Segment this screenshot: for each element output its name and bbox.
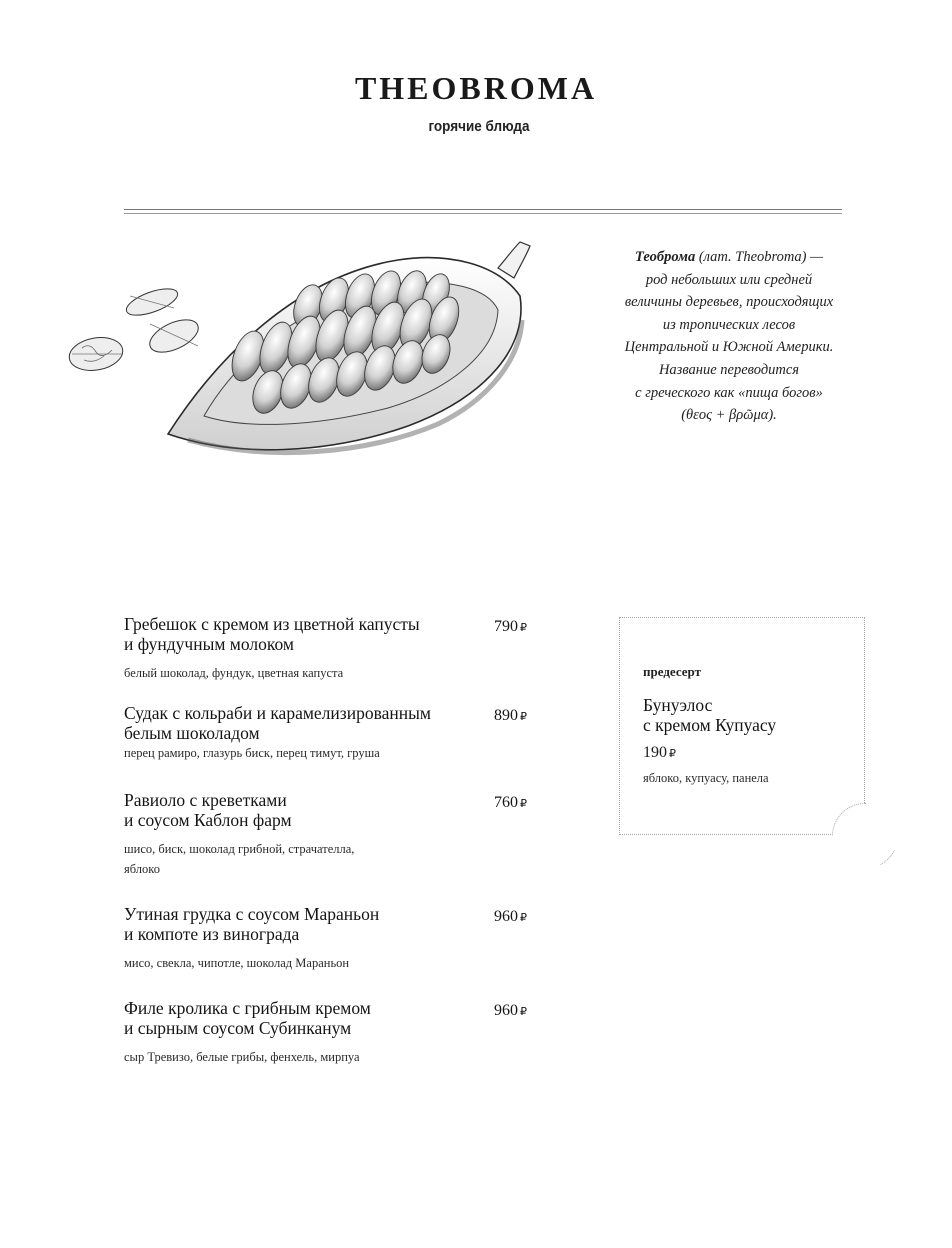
dish-description: мисо, свекла, чипотле, шоколад Мараньон	[124, 956, 350, 970]
theobroma-description	[600, 246, 858, 427]
loose-bean-icon	[68, 283, 203, 374]
dish-price: 760 ₽	[494, 794, 527, 811]
cacao-pod-icon	[68, 236, 546, 468]
ruble-sign: ₽	[520, 912, 527, 924]
about-line: Центральной и Южной Америки.	[624, 339, 834, 356]
about-line: с греческого как «пища богов»	[635, 384, 823, 401]
dish-name: Равиоло с креветками и соусом Каблон фарм	[124, 790, 292, 830]
dish-item	[124, 904, 544, 973]
dish-description: шисо, биск, шоколад грибной, страчателла, яблоко	[124, 842, 355, 876]
dish-name: Гребешок с кремом из цветной капусты и фундучным молоком	[124, 614, 420, 654]
dish-item	[124, 790, 544, 879]
dish-description: белый шоколад, фундук, цветная капуста	[124, 666, 344, 680]
about-line: (θεος + βρῶμα).	[681, 407, 777, 424]
ruble-sign: ₽	[520, 622, 527, 634]
about-line: из тропических лесов	[662, 316, 796, 333]
ruble-sign: ₽	[520, 711, 527, 723]
predessert-description: яблоко, купуасу, панела	[643, 771, 769, 785]
about-line: величины деревьев, происходящих	[624, 294, 834, 311]
ruble-sign: ₽	[520, 1006, 527, 1018]
dish-name: Судак с кольраби и карамелизированным белым шоколадом	[124, 703, 431, 743]
dish-price: 790 ₽	[494, 618, 527, 635]
dish-price: 890 ₽	[494, 707, 527, 724]
dish-item	[124, 614, 544, 683]
dish-name: Филе кролика с грибным кремом и сырным соусом Субинканум	[124, 998, 371, 1038]
about-term: Теоброма	[635, 249, 696, 265]
dish-description: перец рамиро, глазурь биск, перец тимут, груша	[124, 746, 380, 760]
ruble-sign: ₽	[520, 798, 527, 810]
restaurant-name: THEOBROMA	[354, 70, 598, 106]
dish-description: сыр Тревизо, белые грибы, фенхель, мирпуа	[124, 1050, 360, 1064]
dish-name: Утиная грудка с соусом Мараньон и компоте из винограда	[124, 904, 380, 944]
dish-price: 960 ₽	[494, 1002, 527, 1019]
about-line: (лат. Theobroma) —	[695, 249, 823, 265]
ruble-sign: ₽	[669, 748, 676, 760]
predessert-name: Бунуэлос с кремом Купуасу	[643, 695, 777, 735]
predessert-label: предесерт	[643, 664, 701, 679]
menu-section-title: горячие блюда	[428, 118, 530, 135]
dish-item	[124, 998, 544, 1067]
dish-item	[124, 703, 544, 763]
divider-line	[124, 213, 842, 214]
dish-price: 960 ₽	[494, 908, 527, 925]
about-line: Название переводится	[658, 361, 800, 378]
predessert-price: 190 ₽	[643, 744, 676, 761]
about-line: род небольших или средней	[645, 271, 813, 288]
divider-line	[124, 209, 842, 210]
